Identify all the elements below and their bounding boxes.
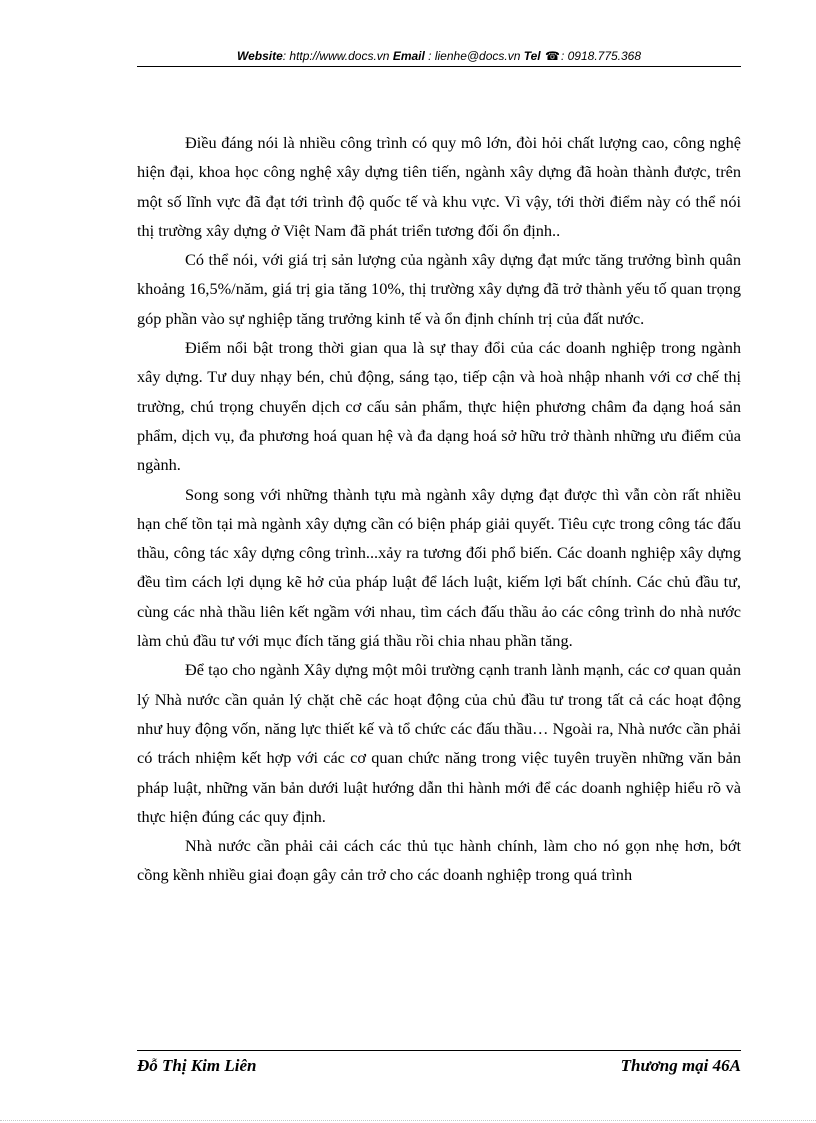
paragraph: Điều đáng nói là nhiều công trình có quy mô lớn, đòi hỏi chất lượng cao, công nghệ hiện đại, khoa học công nghệ xây dựng tiên tiến, ngành xây dựng đã hoàn thành được, trên một số lĩnh vực đã đạt tới trình độ quốc tế và khu vực. Vì vậy, tới thời điểm này có thể nói thị trường xây dựng ở Việt Nam đã phát triển tương đối ổn định..: [137, 133, 741, 240]
email-link[interactable]: : lienhe@docs.vn: [428, 49, 521, 63]
tel-label: Tel: [523, 49, 541, 63]
paragraph: Nhà nước cần phải cải cách các thủ tục hành chính, làm cho nó gọn nhẹ hơn, bớt cồng kềnh nhiều giai đoạn gây cản trở cho các doanh nghiệp trong quá trình: [137, 836, 741, 885]
email-label: Email: [392, 49, 425, 63]
page-edge-divider: [0, 1120, 816, 1121]
paragraph: Để tạo cho ngành Xây dựng một môi trường cạnh tranh lành mạnh, các cơ quan quản lý Nhà nước cần quản lý chặt chẽ các hoạt động của chủ đầu tư trong tất cả các hoạt động như huy động vốn, năng lực thiết kế và tổ chức các đấu thầu… Ngoài ra, Nhà nước cần phải có trách nhiệm kết hợp với các cơ quan chức năng trong việc tuyên truyền những văn bản pháp luật, những văn bản dưới luật hướng dẫn thi hành mới để các doanh nghiệp hiểu rõ và thực hiện đúng các quy định.: [137, 660, 741, 826]
tel-value: : 0918.775.368: [560, 49, 642, 63]
website-link[interactable]: : http://www.docs.vn: [282, 49, 390, 63]
website-label: Website: [236, 49, 283, 63]
page-header: [137, 48, 741, 67]
paragraph: Điểm nổi bật trong thời gian qua là sự thay đổi của các doanh nghiệp trong ngành xây dựng. Tư duy nhạy bén, chủ động, sáng tạo, tiếp cận và hoà nhập nhanh với cơ chế thị trường, chú trọng chuyển dịch cơ cấu sản phẩm, thực hiện phương châm đa dạng hoá sản phẩm, dịch vụ, đa phương hoá quan hệ và đa dạng hoá sở hữu trở thành những ưu điểm của ngành.: [137, 338, 741, 475]
footer-author: Đỗ Thị Kim Liên: [137, 1056, 257, 1075]
page-footer: [137, 1050, 741, 1079]
paragraph: Song song với những thành tựu mà ngành xây dựng đạt được thì vẫn còn rất nhiều hạn chế tồn tại mà ngành xây dựng cần có biện pháp giải quyết. Tiêu cực trong công tác đấu thầu, công tác xây dựng công trình...xảy ra tương đối phổ biến. Các doanh nghiệp xây dựng đều tìm cách lợi dụng kẽ hở của pháp luật để lách luật, kiếm lợi bất chính. Các chủ đầu tư, cùng các nhà thầu liên kết ngầm với nhau, tìm cách đấu thầu ảo các công trình do nhà nước làm chủ đầu tư với mục đích tăng giá thầu rồi chia nhau phần tăng.: [137, 484, 741, 651]
footer-class: Thương mại 46A: [620, 1056, 741, 1075]
paragraph: Có thể nói, với giá trị sản lượng của ngành xây dựng đạt mức tăng trưởng bình quân khoảng 16,5%/năm, giá trị gia tăng 10%, thị trường xây dựng đã trở thành yếu tố quan trọng góp phần vào sự nghiệp tăng trưởng kinh tế và ổn định chính trị của đất nước.: [137, 250, 741, 328]
document-body: [137, 128, 741, 890]
phone-icon: ☎: [545, 49, 560, 63]
